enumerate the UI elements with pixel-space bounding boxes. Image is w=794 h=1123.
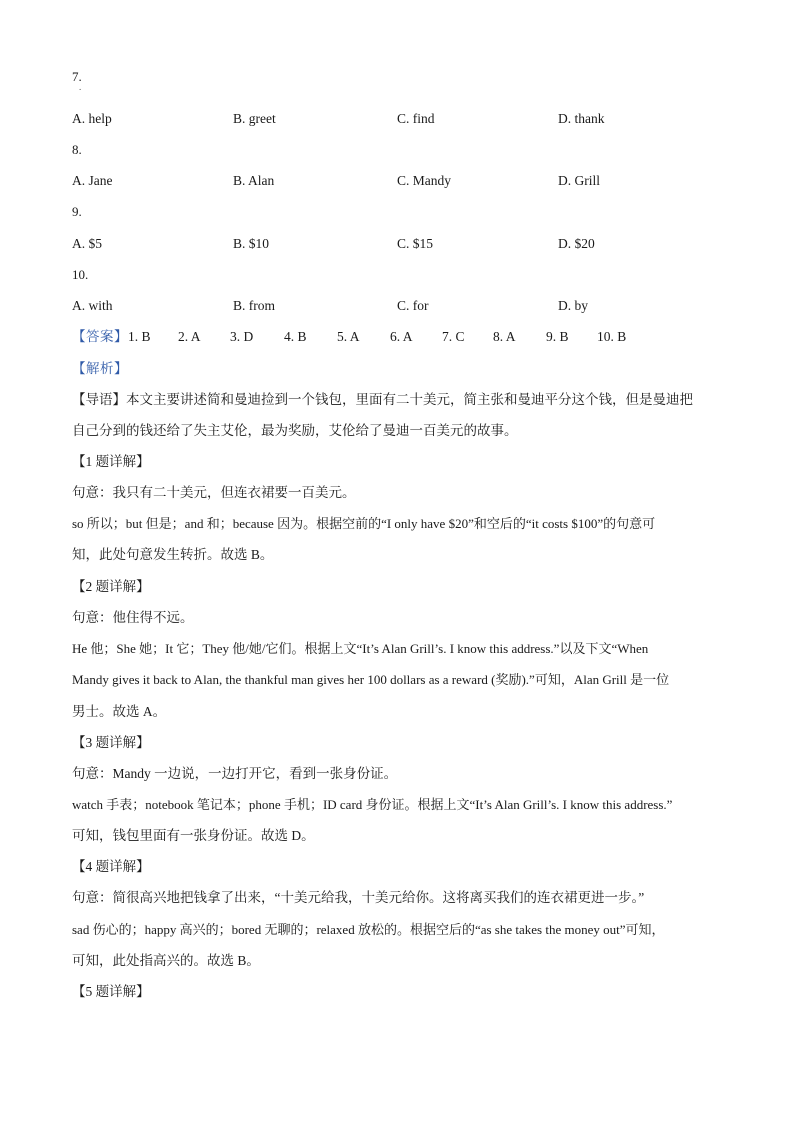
detail-4-title: 【4 题详解】	[72, 859, 150, 874]
question-number-9: 9.	[72, 204, 82, 219]
option-8b: B. Alan	[233, 173, 275, 188]
detail-5-title: 【5 题详解】	[72, 984, 150, 999]
answer-5: 5. A	[337, 329, 360, 344]
answer-7: 7. C	[442, 329, 465, 344]
option-8a: A. Jane	[72, 173, 113, 188]
analysis-label: 【解析】	[72, 361, 128, 376]
detail-2-line-1: 句意：他住得不远。	[72, 610, 194, 625]
answer-1: 1. B	[128, 329, 151, 344]
answer-6: 6. A	[390, 329, 413, 344]
guide-paragraph-line-2: 自己分到的钱还给了失主艾伦，最为奖励，艾伦给了曼迪一百美元的故事。	[72, 423, 518, 438]
option-9d: D. $20	[558, 236, 595, 251]
detail-4-line-3: 可知，此处指高兴的。故选 B。	[72, 953, 260, 968]
question-number-10: 10.	[72, 267, 89, 282]
option-10c: C. for	[397, 298, 429, 313]
detail-2-line-2: He 他；She 她；It 它；They 他/她/它们。根据上文“It’s Alan Grill’s. I know this address.”以及下文“When	[72, 641, 649, 656]
detail-2-line-4: 男士。故选 A。	[72, 704, 167, 719]
detail-2-line-3: Mandy gives it back to Alan, the thankful man gives her 100 dollars as a reward (奖励).”可知，Alan Grill 是一位	[72, 672, 670, 687]
option-7a: A. help	[72, 111, 112, 126]
answer-8: 8. A	[493, 329, 516, 344]
guide-paragraph-line-1	[72, 391, 693, 409]
option-9c: C. $15	[397, 236, 434, 251]
guide-label: 【导语】	[72, 392, 126, 407]
detail-3-line-3: 可知，钱包里面有一张身份证。故选 D。	[72, 828, 315, 843]
answer-key	[72, 328, 626, 346]
option-8c: C. Mandy	[397, 173, 451, 188]
detail-1-line-2: so 所以；but 但是；and 和；because 因为。根据空前的“I only have $20”和空后的“it costs $100”的句意可	[72, 516, 656, 531]
detail-1-title: 【1 题详解】	[72, 454, 150, 469]
answer-10: 10. B	[597, 329, 627, 344]
option-10a: A. with	[72, 298, 113, 313]
detail-4-line-1: 句意：简很高兴地把钱拿了出来，“十美元给我，十美元给你。这将离买我们的连衣裙更进一步。”	[72, 890, 645, 905]
option-10d: D. by	[558, 298, 588, 313]
answer-label: 【答案】	[72, 329, 128, 344]
option-8d: D. Grill	[558, 173, 600, 188]
option-7d: D. thank	[558, 111, 605, 126]
question-number-8: 8.	[72, 142, 82, 157]
option-9b: B. $10	[233, 236, 270, 251]
option-7c: C. find	[397, 111, 435, 126]
answer-2: 2. A	[178, 329, 201, 344]
option-10b: B. from	[233, 298, 275, 313]
answer-9: 9. B	[546, 329, 569, 344]
question-number-7: 7.	[72, 69, 82, 84]
answer-4: 4. B	[284, 329, 307, 344]
option-7b: B. greet	[233, 111, 276, 126]
detail-1-line-1: 句意：我只有二十美元，但连衣裙要一百美元。	[72, 485, 356, 500]
answer-3: 3. D	[230, 329, 254, 344]
detail-2-title: 【2 题详解】	[72, 579, 150, 594]
option-9a: A. $5	[72, 236, 102, 251]
detail-3-title: 【3 题详解】	[72, 735, 150, 750]
detail-4-line-2: sad 伤心的；happy 高兴的；bored 无聊的；relaxed 放松的。根据空后的“as she takes the money out”可知，	[72, 922, 665, 937]
detail-3-line-1: 句意：Mandy 一边说，一边打开它，看到一张身份证。	[72, 766, 398, 781]
detail-3-line-2: watch 手表；notebook 笔记本；phone 手机；ID card 身份证。根据上文“It’s Alan Grill’s. I know this address.”	[72, 797, 673, 812]
stray-dot: .	[79, 82, 82, 92]
guide-text-1: 本文主要讲述简和曼迪捡到一个钱包，里面有二十美元，简主张和曼迪平分这个钱，但是曼迪把	[126, 392, 693, 407]
detail-1-line-3: 知，此处句意发生转折。故选 B。	[72, 547, 274, 562]
